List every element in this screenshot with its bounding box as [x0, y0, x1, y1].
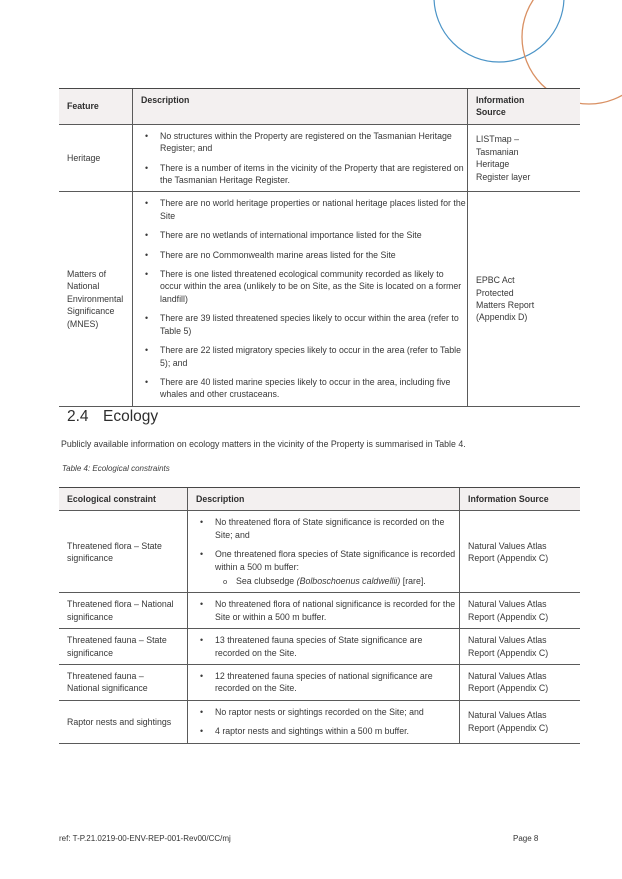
- bullet-item: • No threatened flora of national significance is recorded for the Site or within a 500 m buffer.: [188, 598, 459, 623]
- column-header-label: Feature: [67, 101, 99, 112]
- bullet-item: • There are no world heritage properties or national heritage places listed for the Site: [133, 197, 467, 222]
- bullet-item: • 4 raptor nests and sightings within a 500 m buffer.: [188, 725, 459, 737]
- table-row-fauna-national: [59, 665, 580, 701]
- bullet-item: • No raptor nests or sightings recorded on the Site; and: [188, 706, 459, 718]
- table-caption: Table 4: Ecological constraints: [62, 464, 170, 473]
- feature-cell: [59, 192, 132, 405]
- bullet-item: • There is one listed threatened ecological community recorded as likely to occur within the area (unlikely to be on Site, as the Site is located on a former landfill): [133, 268, 467, 305]
- column-header-label: Ecological constraint: [67, 494, 156, 504]
- constraint-cell: [59, 701, 187, 743]
- table-row-fauna-state: [59, 629, 580, 665]
- table-row-mnes: [59, 192, 580, 405]
- bullet-item: • There are 40 listed marine species likely to occur in the area, including five whales and other crustaceans.: [133, 376, 467, 401]
- intro-paragraph: Publicly available information on ecology matters in the vicinity of the Property is summarised in Table 4.: [61, 439, 466, 449]
- bullet-item: • 12 threatened fauna species of national significance are recorded on the Site.: [188, 670, 459, 695]
- source-cell: [460, 701, 580, 743]
- constraint-cell: [59, 511, 187, 592]
- column-header-description: [187, 488, 460, 510]
- source-line: Matters Report: [476, 300, 535, 311]
- table-row-flora-state: [59, 511, 580, 593]
- table-row-heritage: [59, 125, 580, 193]
- description-cell: [187, 511, 460, 592]
- column-header-feature: [59, 89, 132, 124]
- bullet-item: • One threatened flora species of State significance is recorded within a 500 m buffer:: [188, 548, 459, 573]
- source-line: (Appendix D): [476, 312, 528, 323]
- sub-bullet-item: o Sea clubsedge (Bolboschoenus caldwellii) [rare].: [188, 575, 459, 587]
- source-cell: [468, 125, 580, 192]
- source-line: Report (Appendix C): [468, 647, 549, 658]
- source-line: Report (Appendix C): [468, 722, 549, 733]
- bullet-item: • No threatened flora of State significance is recorded on the Site; and: [188, 516, 459, 541]
- section-title: Ecology: [103, 408, 159, 425]
- description-cell: [132, 125, 468, 192]
- column-header-description: [132, 89, 468, 124]
- source-line: Natural Values Atlas: [468, 540, 547, 551]
- source-cell: [460, 593, 580, 628]
- section-heading: [67, 408, 158, 426]
- source-line: Natural Values Atlas: [468, 671, 547, 682]
- constraint-cell: [59, 593, 187, 628]
- source-cell: [468, 192, 580, 405]
- source-line: Natural Values Atlas: [468, 710, 547, 721]
- source-line: EPBC Act Protected: [476, 275, 515, 298]
- bullet-item: • There are no wetlands of international importance listed for the Site: [133, 229, 467, 241]
- source-line: Report (Appendix C): [468, 611, 549, 622]
- source-line: Natural Values Atlas: [468, 599, 547, 610]
- source-line: Register layer: [476, 171, 531, 182]
- source-line: Report (Appendix C): [468, 552, 549, 563]
- constraint-label: Threatened flora – State significance: [67, 540, 162, 563]
- column-header-label: Information Source: [468, 494, 549, 504]
- bullet-item: • There is a number of items in the vicinity of the Property that are registered on the Tasmanian Heritage Register.: [133, 162, 467, 187]
- feature-table-header-row: [59, 89, 580, 125]
- constraint-cell: [59, 665, 187, 700]
- source-line: Report (Appendix C): [468, 683, 549, 694]
- column-header-label: Information Source: [476, 95, 525, 118]
- bullet-item: • There are 39 listed threatened species likely to occur within the area (refer to Table 5): [133, 312, 467, 337]
- column-header-information-source: [468, 89, 580, 124]
- footer-reference: ref: T-P.21.0219-00-ENV-REP-001-Rev00/CC/mj: [59, 834, 231, 843]
- description-cell: [187, 593, 460, 628]
- bullet-item: • There are 22 listed migratory species likely to occur in the area (refer to Table 5); and: [133, 344, 467, 369]
- eco-table-header-row: [59, 488, 580, 511]
- feature-label: Heritage: [67, 152, 101, 163]
- source-line: Tasmanian Heritage: [476, 146, 519, 170]
- description-cell: [187, 665, 460, 700]
- constraint-label: Threatened fauna – National significance: [67, 671, 148, 694]
- table-row-flora-national: [59, 593, 580, 629]
- column-header-information-source: [460, 488, 580, 510]
- column-header-ecological-constraint: [59, 488, 187, 510]
- source-cell: [460, 629, 580, 664]
- column-header-label: Description: [141, 95, 190, 105]
- constraint-label: Threatened flora – National significance: [67, 599, 174, 622]
- footer-page-number: Page 8: [513, 834, 539, 843]
- feature-cell: [59, 125, 132, 192]
- constraint-label: Raptor nests and sightings: [67, 716, 172, 727]
- source-line: Natural Values Atlas: [468, 635, 547, 646]
- section-number: 2.4: [67, 408, 89, 425]
- table-row-raptor: [59, 701, 580, 743]
- constraint-cell: [59, 629, 187, 664]
- source-line: LISTmap –: [476, 134, 520, 145]
- feature-table: [59, 88, 580, 407]
- description-cell: [187, 629, 460, 664]
- source-cell: [460, 665, 580, 700]
- constraint-label: Threatened fauna – State significance: [67, 635, 167, 658]
- source-cell: [460, 511, 580, 592]
- bullet-item: • 13 threatened fauna species of State significance are recorded on the Site.: [188, 634, 459, 659]
- bullet-item: • No structures within the Property are registered on the Tasmanian Heritage Register; and: [133, 130, 467, 155]
- decorative-circle-blue: [434, 0, 564, 62]
- column-header-label: Description: [196, 494, 245, 504]
- description-cell: [132, 192, 468, 405]
- bullet-item: • There are no Commonwealth marine areas listed for the Site: [133, 249, 467, 261]
- feature-label: Matters of National Environmental Significance (MNES): [67, 269, 124, 329]
- description-cell: [187, 701, 460, 743]
- ecological-constraints-table: [59, 487, 580, 744]
